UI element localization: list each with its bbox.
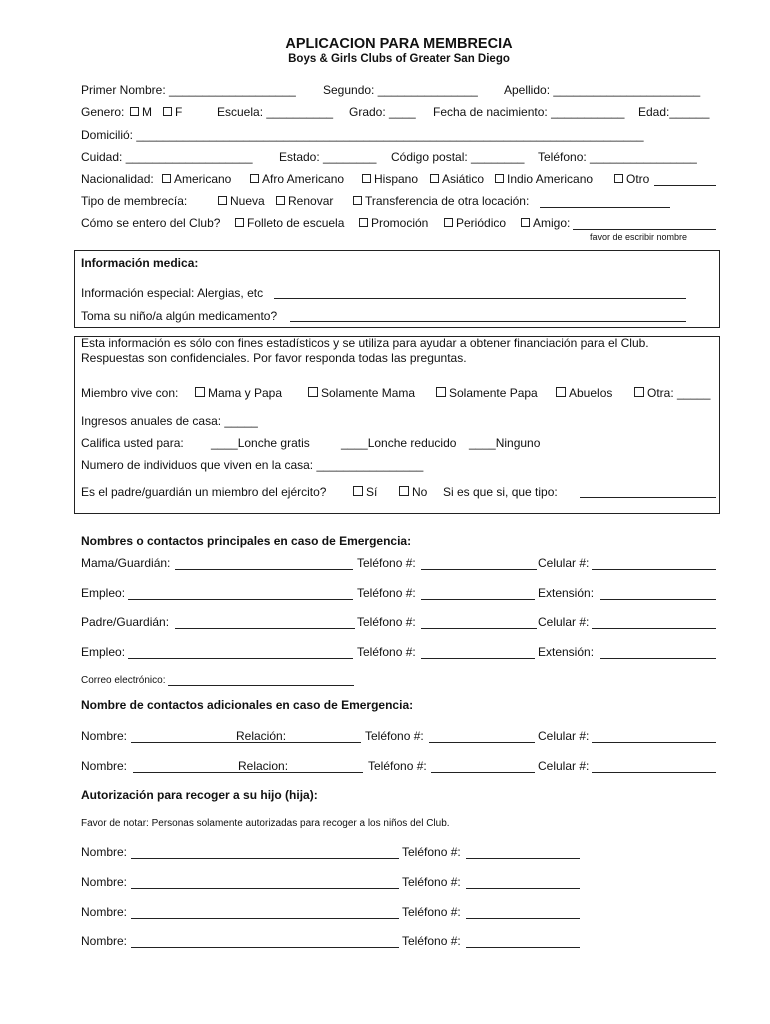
- phone-field[interactable]: Teléfono: ________________: [538, 150, 697, 164]
- pickup1-name-line[interactable]: [131, 858, 399, 859]
- checkbox-icon[interactable]: [634, 387, 644, 397]
- contact2-cell-line[interactable]: [592, 772, 716, 773]
- checkbox-icon[interactable]: [521, 218, 530, 227]
- phone-label: Teléfono #:: [368, 759, 427, 773]
- relation-label: Relacion:: [238, 759, 289, 773]
- zip-field[interactable]: Código postal: ________: [391, 150, 525, 164]
- option-label: Hispano: [374, 172, 419, 186]
- phone-label: Teléfono #:: [402, 845, 461, 859]
- grade-field[interactable]: Grado: ____: [349, 105, 416, 119]
- referral-option[interactable]: [444, 216, 506, 230]
- pickup1-phone-line[interactable]: [466, 858, 580, 859]
- military-type-line[interactable]: [580, 497, 716, 498]
- special-info-label: Información especial: Alergias, etc: [81, 286, 264, 300]
- nationality-label: Nacionalidad:: [81, 172, 154, 186]
- name-label: Nombre:: [81, 905, 128, 919]
- lives-with-option[interactable]: [195, 386, 282, 400]
- checkbox-icon[interactable]: [195, 387, 205, 397]
- option-label: Solamente Mama: [321, 386, 416, 400]
- medication-line[interactable]: [290, 321, 686, 322]
- military-no-option[interactable]: [399, 485, 427, 499]
- option-label: Americano: [174, 172, 232, 186]
- gender-m-option[interactable]: [130, 105, 152, 119]
- medication-label: Toma su niño/a algún medicamento?: [81, 309, 278, 323]
- name-label: Nombre:: [81, 875, 128, 889]
- father-work-phone-line[interactable]: [421, 658, 535, 659]
- membership-option[interactable]: [218, 194, 265, 208]
- cell-label: Celular #:: [538, 729, 590, 743]
- option-label: Indio Americano: [507, 172, 594, 186]
- phone-label: Teléfono #:: [357, 615, 416, 629]
- membership-option[interactable]: [353, 194, 529, 208]
- address-field[interactable]: Domicilió: ____________________________________________________________________________: [81, 128, 644, 142]
- name-label: Nombre:: [81, 934, 128, 948]
- contact1-cell-line[interactable]: [592, 742, 716, 743]
- middle-name-field[interactable]: Segundo: _______________: [323, 83, 478, 97]
- phone-label: Teléfono #:: [357, 586, 416, 600]
- option-label: Promoción: [371, 216, 429, 230]
- lives-with-option[interactable]: [634, 386, 710, 400]
- mother-employer-line[interactable]: [128, 599, 353, 600]
- cell-label: Celular #:: [538, 759, 590, 773]
- gender-m-label: M: [142, 105, 152, 119]
- referral-label: Cómo se entero del Club?: [81, 216, 221, 230]
- checkbox-icon[interactable]: [353, 486, 363, 496]
- checkbox-icon[interactable]: [399, 486, 409, 496]
- pickup-heading: Autorización para recoger a su hijo (hija):: [81, 788, 318, 802]
- name-label: Nombre:: [81, 729, 128, 743]
- age-field[interactable]: Edad:______: [638, 105, 710, 119]
- checkbox-icon[interactable]: [250, 174, 259, 183]
- checkbox-icon[interactable]: [276, 196, 285, 205]
- pickup2-phone-line[interactable]: [466, 888, 580, 889]
- extension-label: Extensión:: [538, 645, 595, 659]
- contact2-phone-line[interactable]: [431, 772, 535, 773]
- option-label: Folleto de escuela: [247, 216, 345, 230]
- stats-note-2: Respuestas son confidenciales. Por favor responda todas las preguntas.: [81, 351, 467, 365]
- phone-label: Teléfono #:: [402, 934, 461, 948]
- email-label: Correo electrónico:: [81, 675, 166, 686]
- nationality-option[interactable]: [362, 172, 418, 186]
- referral-option[interactable]: [235, 216, 344, 230]
- other-nationality-line[interactable]: [654, 185, 716, 186]
- additional-heading: Nombre de contactos adicionales en caso de Emergencia:: [81, 698, 414, 712]
- state-field[interactable]: Estado: ________: [279, 150, 377, 164]
- email-line[interactable]: [168, 685, 354, 686]
- checkbox-icon[interactable]: [436, 387, 446, 397]
- free-lunch-field[interactable]: ____Lonche gratis: [211, 436, 310, 450]
- lives-with-option[interactable]: [556, 386, 612, 400]
- form-title: APLICACION PARA MEMBRECIA: [285, 36, 513, 52]
- special-info-line[interactable]: [274, 298, 686, 299]
- checkbox-icon[interactable]: [444, 218, 453, 227]
- mother-phone-line[interactable]: [421, 569, 537, 570]
- phone-label: Teléfono #:: [402, 905, 461, 919]
- friend-name-hint: favor de escribir nombre: [590, 232, 688, 242]
- employer-label: Empleo:: [81, 586, 126, 600]
- checkbox-icon[interactable]: [163, 107, 172, 116]
- employer-label: Empleo:: [81, 645, 126, 659]
- nationality-option[interactable]: [250, 172, 344, 186]
- name-label: Nombre:: [81, 845, 128, 859]
- transfer-location-line[interactable]: [540, 207, 670, 208]
- school-field[interactable]: Escuela: __________: [217, 105, 334, 119]
- form-subtitle: Boys & Girls Clubs of Greater San Diego: [288, 53, 510, 65]
- qualifies-label: Califica usted para:: [81, 436, 184, 450]
- lives-with-option[interactable]: [308, 386, 415, 400]
- checkbox-icon[interactable]: [430, 174, 439, 183]
- checkbox-icon[interactable]: [162, 174, 171, 183]
- father-label: Padre/Guardián:: [81, 615, 170, 629]
- checkbox-icon[interactable]: [130, 107, 139, 116]
- option-label: Afro Americano: [262, 172, 345, 186]
- lives-with-label: Miembro vive con:: [81, 386, 179, 400]
- membership-type-label: Tipo de membrecía:: [81, 194, 188, 208]
- nationality-option[interactable]: [162, 172, 231, 186]
- option-label: Transferencia de otra locación:: [365, 194, 530, 208]
- nationality-option[interactable]: [430, 172, 484, 186]
- father-phone-line[interactable]: [421, 628, 537, 629]
- name-label: Nombre:: [81, 759, 128, 773]
- checkbox-icon[interactable]: [556, 387, 566, 397]
- nationality-option[interactable]: [495, 172, 593, 186]
- referral-option[interactable]: [521, 216, 570, 230]
- father-cell-line[interactable]: [592, 628, 716, 629]
- checkbox-icon[interactable]: [362, 174, 371, 183]
- phone-label: Teléfono #:: [357, 645, 416, 659]
- phone-label: Teléfono #:: [402, 875, 461, 889]
- option-label: Asiático: [442, 172, 485, 186]
- cell-label: Celular #:: [538, 556, 590, 570]
- referral-option[interactable]: [359, 216, 428, 230]
- mother-cell-line[interactable]: [592, 569, 716, 570]
- last-name-field[interactable]: Apellido: ______________________: [504, 83, 701, 97]
- first-name-field[interactable]: Primer Nombre: ___________________: [81, 83, 296, 97]
- reduced-lunch-field[interactable]: ____Lonche reducido: [341, 436, 457, 450]
- contact1-phone-line[interactable]: [429, 742, 535, 743]
- pickup-note: Favor de notar: Personas solamente autorizadas para recoger a los niños del Club.: [81, 818, 450, 829]
- father-employer-line[interactable]: [128, 658, 353, 659]
- phone-label: Teléfono #:: [357, 556, 416, 570]
- option-label: No: [412, 485, 428, 499]
- pickup4-phone-line[interactable]: [466, 947, 580, 948]
- option-label: Solamente Papa: [449, 386, 538, 400]
- checkbox-icon[interactable]: [614, 174, 623, 183]
- pickup2-name-line[interactable]: [131, 888, 399, 889]
- father-line[interactable]: [175, 628, 355, 629]
- option-label: Nueva: [230, 194, 265, 208]
- checkbox-icon[interactable]: [308, 387, 318, 397]
- gender-f-option[interactable]: [163, 105, 182, 119]
- pickup3-phone-line[interactable]: [466, 918, 580, 919]
- mother-extension-line[interactable]: [600, 599, 716, 600]
- birthdate-field[interactable]: Fecha de nacimiento: ___________: [433, 105, 625, 119]
- option-label: Abuelos: [569, 386, 613, 400]
- mother-label: Mama/Guardián:: [81, 556, 171, 570]
- father-extension-line[interactable]: [600, 658, 716, 659]
- none-field[interactable]: ____Ninguno: [469, 436, 541, 450]
- pickup3-name-line[interactable]: [131, 918, 399, 919]
- option-label: Otro: [626, 172, 650, 186]
- option-label: Periódico: [456, 216, 507, 230]
- household-count-field[interactable]: Numero de individuos que viven en la casa: ________________: [81, 458, 424, 472]
- mother-work-phone-line[interactable]: [421, 599, 535, 600]
- mother-line[interactable]: [175, 569, 353, 570]
- checkbox-icon[interactable]: [359, 218, 368, 227]
- military-label: Es el padre/guardián un miembro del ejército?: [81, 485, 327, 499]
- cell-label: Celular #:: [538, 615, 590, 629]
- gender-f-label: F: [175, 105, 183, 119]
- pickup4-name-line[interactable]: [131, 947, 399, 948]
- option-label: Mama y Papa: [208, 386, 283, 400]
- membership-option[interactable]: [276, 194, 333, 208]
- medical-heading: Información medica:: [81, 256, 199, 270]
- military-type-label: Si es que si, que tipo:: [443, 485, 558, 499]
- relation-label: Relación:: [236, 729, 287, 743]
- gender-label: Genero:: [81, 105, 125, 119]
- phone-label: Teléfono #:: [365, 729, 424, 743]
- option-label: Sí: [366, 485, 378, 499]
- annual-income-field[interactable]: Ingresos anuales de casa: _____: [81, 414, 258, 428]
- city-field[interactable]: Cuidad: ___________________: [81, 150, 253, 164]
- checkbox-icon[interactable]: [495, 174, 504, 183]
- friend-name-line[interactable]: [573, 229, 716, 230]
- lives-with-option[interactable]: [436, 386, 538, 400]
- nationality-option[interactable]: [614, 172, 649, 186]
- checkbox-icon[interactable]: [218, 196, 227, 205]
- checkbox-icon[interactable]: [353, 196, 362, 205]
- option-label: Amigo:: [533, 216, 571, 230]
- option-label: Otra: _____: [647, 386, 711, 400]
- checkbox-icon[interactable]: [235, 218, 244, 227]
- option-label: Renovar: [288, 194, 334, 208]
- emergency-heading: Nombres o contactos principales en caso de Emergencia:: [81, 534, 412, 548]
- extension-label: Extensión:: [538, 586, 595, 600]
- military-yes-option[interactable]: [353, 485, 377, 499]
- stats-note-1: Esta información es sólo con fines estadísticos y se utiliza para ayudar a obtener financiación para el Club.: [81, 336, 649, 350]
